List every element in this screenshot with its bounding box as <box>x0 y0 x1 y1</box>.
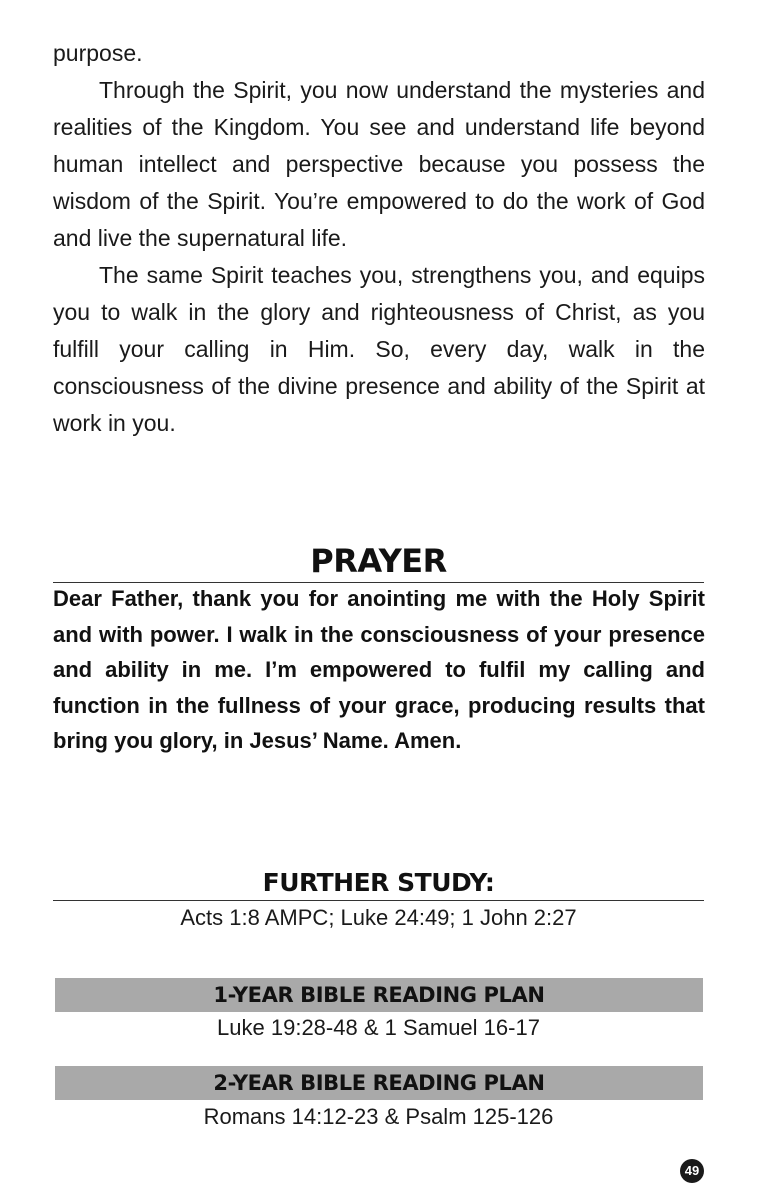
prayer-text: Dear Father, thank you for anointing me with the Holy Spirit and with power. I walk in the consciousness of your presence and ability in me. I’m empowered to fulfil my calling and function in the fullness of your grace, producing results that bring you glory, in Jesus’ Name. Amen. <box>53 586 705 753</box>
devotional-body <box>53 35 705 442</box>
two-year-plan-readings: Romans 14:12-23 & Psalm 125-126 <box>203 1104 554 1129</box>
body-paragraph-continuation: purpose. <box>53 40 143 66</box>
further-study-heading: FURTHER STUDY: <box>53 866 704 901</box>
two-year-plan-heading: 2-YEAR BIBLE READING PLAN <box>55 1066 703 1100</box>
further-study-references: Acts 1:8 AMPC; Luke 24:49; 1 John 2:27 <box>180 905 577 930</box>
prayer-heading: PRAYER <box>53 540 704 583</box>
body-paragraph: The same Spirit teaches you, strengthens you, and equips you to walk in the glory and righteousness of Christ, as you fulfill your calling in Him. So, every day, walk in the consciousness of the divine presence and ability of the Spirit at work in you. <box>53 262 705 436</box>
one-year-plan-readings: Luke 19:28-48 & 1 Samuel 16-17 <box>217 1015 540 1040</box>
page-number-badge: 49 <box>680 1159 704 1183</box>
body-paragraph: Through the Spirit, you now understand the mysteries and realities of the Kingdom. You see and understand life beyond human intellect and perspective because you possess the wisdom of the Spirit. You’re empowered to do the work of God and live the supernatural life. <box>53 77 705 251</box>
one-year-plan-heading: 1-YEAR BIBLE READING PLAN <box>55 978 703 1012</box>
